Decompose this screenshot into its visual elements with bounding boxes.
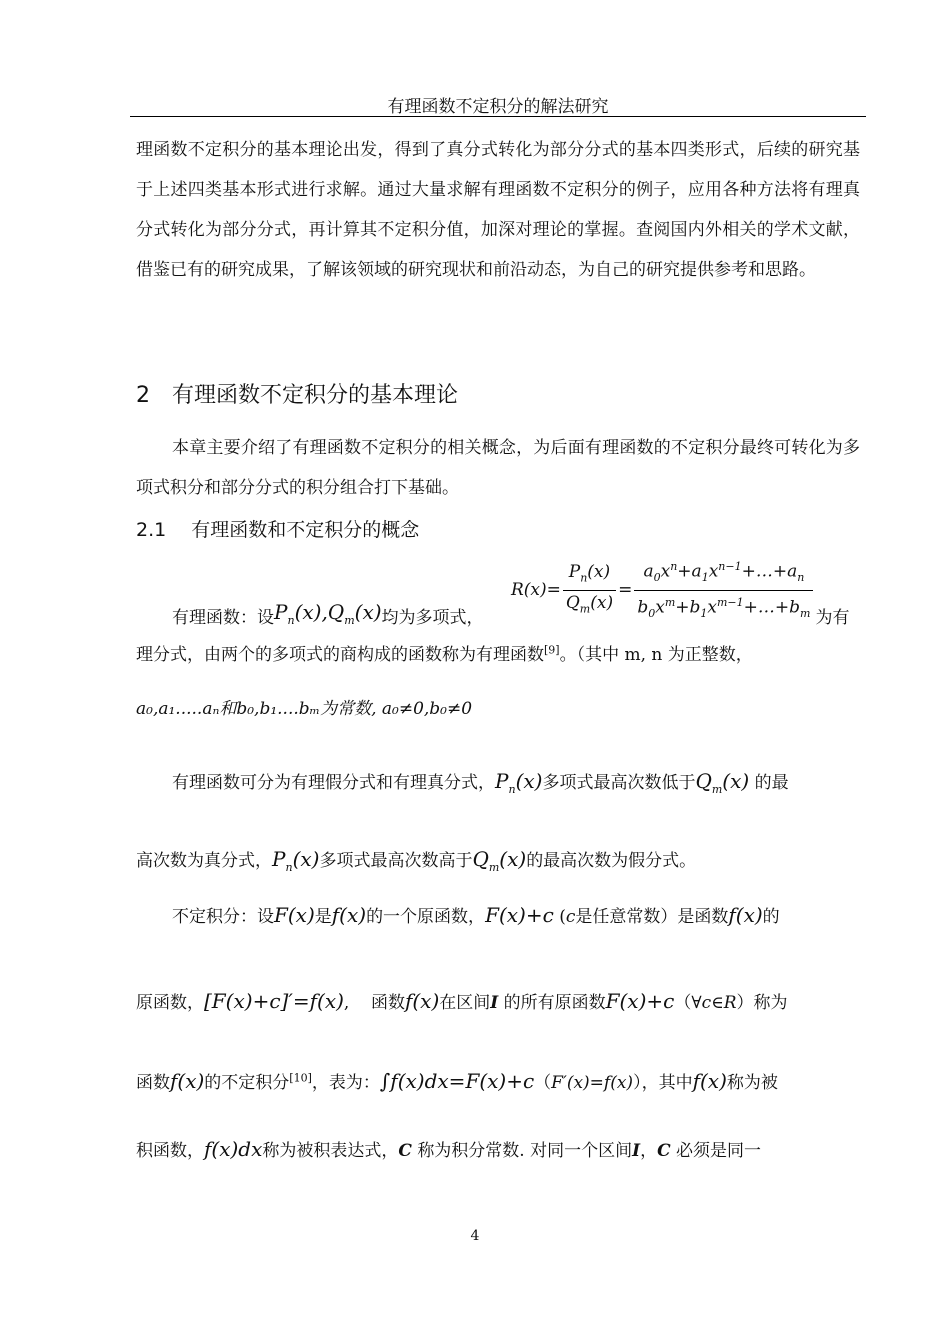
c-symbol: c [565, 907, 576, 927]
indef-line2c: 在区间 [439, 993, 491, 1013]
integrand-expression: f(x)dx [204, 1137, 263, 1161]
indef-line3a: 函数 [136, 1073, 170, 1093]
indef-line4a: 积函数， [136, 1141, 204, 1161]
indef-line3e: 称为被 [726, 1073, 778, 1093]
indef-line2e: 称为 [753, 993, 788, 1013]
indefinite-integral-line3: 函数f(x)的不定积分[10]，表为：∫f(x)dx=F(x)+c（F′(x)=f(x)），其中f(x)称为被 [136, 1069, 778, 1093]
indef-c: 是任意常数）是函数 [575, 907, 729, 927]
section-2-heading: 2 有理函数不定积分的基本理论 [136, 383, 458, 408]
pn-math: $P_n(x)$ [495, 769, 543, 796]
rational-def-polys: 均为多项式， [381, 608, 484, 629]
indef-line4e: 必须是同一 [676, 1141, 762, 1161]
proper-line2c: 的最高次数为假分式。 [526, 851, 697, 871]
pn-math-2: $P_n(x)$ [272, 847, 320, 874]
derivative-condition: F′(x)=f(x) [551, 1073, 634, 1093]
proper-mid: 多项式最高次数低于 [542, 773, 696, 793]
indef-line4d: ， [640, 1141, 658, 1161]
page-header-title: 有理函数不定积分的解法研究 [387, 97, 609, 117]
indef-line2a: 原函数， [136, 993, 204, 1013]
f-x-math-2: f(x) [728, 903, 763, 927]
constant-C-2: C [657, 1141, 671, 1161]
f-x-math: f(x) [331, 903, 367, 927]
section-2-intro [136, 428, 860, 508]
integral-formula: ∫f(x)dx=F(x)+c [379, 1069, 535, 1093]
coefficients-line: a₀,a₁.....aₙ和b₀,b₁....bₘ为常数, a₀≠0,b₀≠0 [136, 699, 473, 719]
indef-b: 的一个原函数， [366, 907, 486, 927]
citation-9: [9] [544, 643, 560, 657]
proper-fraction-line [172, 768, 789, 796]
section-2-intro-text: 本章主要介绍了有理函数不定积分的相关概念，为后面有理函数的不定积分最终可转化为多项式积分和部分分式的积分组合打下基础。 [136, 438, 860, 498]
rational-def-line2b: 。（其中 m, n 为正整数， [559, 645, 753, 665]
indef-line3d: ，其中 [641, 1073, 693, 1093]
intro-paragraph [136, 130, 860, 290]
Fxc-math: F(x)+c [485, 903, 554, 927]
indef-lead: 不定积分：设 [172, 907, 274, 927]
Fxc-math-2: F(x)+c [605, 989, 675, 1013]
derivative-math: [F(x)+c]′=f(x) [204, 989, 344, 1013]
indefinite-integral-line4 [136, 1136, 761, 1161]
rational-def-line2-text: 理分式，由两个的多项式的商构成的函数称为有理函数 [136, 645, 544, 665]
f-x-math-4: f(x) [170, 1069, 205, 1093]
F-x-math: F(x) [274, 903, 315, 927]
indefinite-integral-line2: 原函数，[F(x)+c]′=f(x), 函数f(x)在区间I 的所有原函数F(x)+c（∀c∈R）称为 [136, 989, 788, 1013]
interval-I: I [490, 993, 499, 1013]
header-rule [130, 116, 866, 117]
section-2-1-heading: 2.1 有理函数和不定积分的概念 [136, 519, 420, 541]
qm-math-2: $Q_m(x)$ [472, 847, 527, 874]
indef-d: 的 [762, 907, 780, 927]
f-x-math-3: f(x) [404, 989, 440, 1013]
proper-line2b: 多项式最高次数高于 [319, 851, 473, 871]
pq-math: $P_n(x),Q_m(x)$ [274, 600, 382, 628]
indefinite-integral-line1: 不定积分：设F(x)是f(x)的一个原函数，F(x)+c (c是任意常数）是函数f(x)的 [172, 903, 780, 927]
page-number: 4 [470, 1228, 480, 1244]
proper-tail: 的最 [754, 773, 789, 793]
improper-fraction-line [136, 846, 696, 874]
constant-C: C [398, 1141, 412, 1161]
indef-a: 是 [314, 907, 332, 927]
indef-line4c: 称为积分常数. 对同一个区间 [417, 1141, 633, 1161]
indef-line4b: 称为被积表达式， [262, 1141, 399, 1161]
rational-def-tail: 为有 [815, 608, 850, 629]
indef-line3b: 的不定积分 [204, 1073, 290, 1093]
proper-line2a: 高次数为真分式， [136, 851, 272, 871]
indef-line3c: ，表为： [311, 1073, 380, 1093]
forall-c-math: ∀c∈R [691, 993, 737, 1013]
f-x-math-5: f(x) [692, 1069, 727, 1093]
rational-def-line [172, 555, 850, 629]
rational-function-formula: R(x)= $\frac{P_n(x)}{Q_m(x)}$ = $\frac{a_0x^n+a_1x^{n-1}+\dots+a_n}{b_0x^m+b_1x^{m-1}+\dots+b_m}$ [511, 580, 816, 600]
interval-I-2: I [632, 1141, 641, 1161]
intro-text: 理函数不定积分的基本理论出发，得到了真分式转化为部分分式的基本四类形式，后续的研究基于上述四类基本形式进行求解。通过大量求解有理函数不定积分的例子，应用各种方法将有理真分式转化为部分分式，再计算其不定积分值，加深对理论的掌握。查阅国内外相关的学术文献，借鉴已有的研究成果，了解该领域的研究现状和前沿动态，为自己的研究提供参考和思路。 [136, 140, 860, 280]
rational-def-line2 [136, 640, 753, 665]
proper-lead: 有理函数可分为有理假分式和有理真分式， [172, 773, 495, 793]
rational-def-lead: 有理函数：设 [172, 608, 274, 629]
indef-line2d: 的所有原函数 [503, 993, 606, 1013]
indef-line2b: 函数 [370, 993, 405, 1013]
qm-math: $Q_m(x)$ [695, 769, 750, 796]
citation-10: [10] [289, 1071, 312, 1085]
